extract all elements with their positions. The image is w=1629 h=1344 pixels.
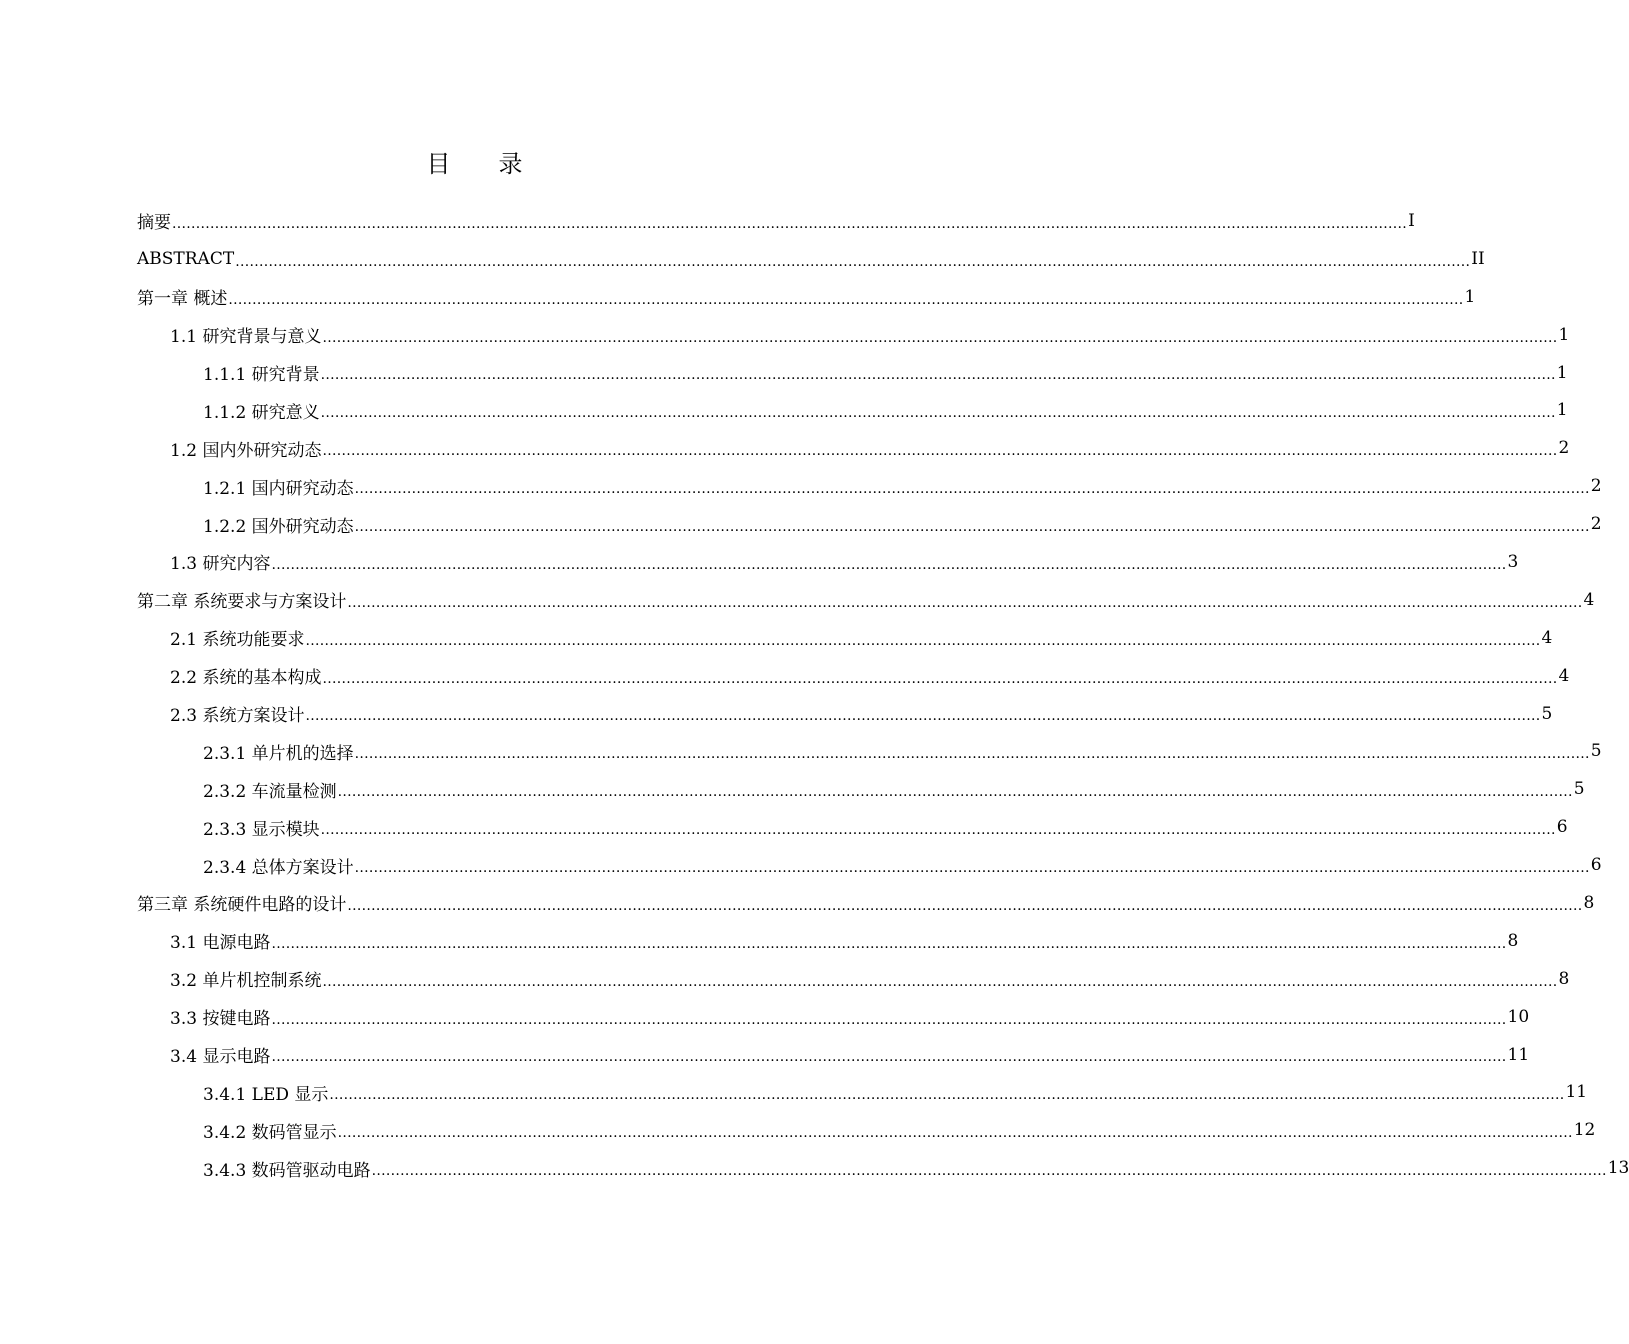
toc-entry-page: 11 (1507, 1044, 1530, 1065)
toc-entry[interactable] (137, 657, 1570, 695)
toc-entry[interactable] (137, 884, 1595, 922)
toc-entry-page: 12 (1573, 1120, 1596, 1141)
dot-leader: .................................................................................................................................................................................................................................................................... (320, 822, 1556, 839)
toc-entry-page: 6 (1556, 817, 1568, 838)
toc-entry-label: 1.2 国内外研究动态 (170, 440, 322, 461)
toc-entry[interactable] (137, 960, 1570, 998)
dot-leader: .................................................................................................................................................................................................................................................................... (347, 897, 1583, 914)
toc-entry[interactable] (137, 1149, 1629, 1187)
dot-leader: .................................................................................................................................................................................................................................................................... (271, 1049, 1507, 1066)
toc-entry-label: 1.1 研究背景与意义 (170, 327, 322, 348)
dot-leader: .................................................................................................................................................................................................................................................................... (228, 291, 1464, 308)
dot-leader: .................................................................................................................................................................................................................................................................... (235, 253, 1471, 270)
dot-leader: .................................................................................................................................................................................................................................................................... (371, 1163, 1607, 1180)
dot-leader: .................................................................................................................................................................................................................................................................... (322, 670, 1558, 687)
toc-entry-page: 2 (1590, 476, 1602, 497)
toc-entry[interactable] (137, 998, 1530, 1036)
toc-entry-page: I (1408, 210, 1415, 231)
toc-entry[interactable] (137, 846, 1602, 884)
toc-entry[interactable] (137, 619, 1553, 657)
toc-entry-label: 1.2.2 国外研究动态 (203, 516, 354, 537)
dot-leader: .................................................................................................................................................................................................................................................................... (354, 481, 1590, 498)
table-of-contents (137, 202, 1629, 1187)
toc-entry-page: 1 (1558, 324, 1570, 345)
toc-entry-label: 1.1.2 研究意义 (203, 402, 320, 423)
toc-entry[interactable] (137, 202, 1415, 240)
dot-leader: .................................................................................................................................................................................................................................................................... (320, 405, 1556, 422)
toc-entry[interactable] (137, 695, 1553, 733)
toc-entry[interactable] (137, 1111, 1596, 1149)
toc-entry-label: 2.1 系统功能要求 (170, 630, 305, 651)
page-title: 目录 (426, 150, 571, 178)
toc-entry-page: 4 (1541, 627, 1553, 648)
toc-entry-label: 2.3.3 显示模块 (203, 819, 320, 840)
dot-leader: .................................................................................................................................................................................................................................................................... (337, 1125, 1573, 1142)
toc-entry-page: 10 (1507, 1006, 1530, 1027)
toc-entry[interactable] (137, 922, 1519, 960)
dot-leader: .................................................................................................................................................................................................................................................................... (320, 367, 1556, 384)
toc-entry-page: 8 (1558, 968, 1570, 989)
toc-entry[interactable] (137, 467, 1602, 505)
toc-entry[interactable] (137, 354, 1568, 392)
toc-entry-page: 1 (1556, 400, 1568, 421)
dot-leader: .................................................................................................................................................................................................................................................................... (354, 860, 1590, 877)
toc-entry[interactable] (137, 1036, 1530, 1074)
toc-entry-label: 3.3 按键电路 (170, 1009, 271, 1030)
toc-entry[interactable] (137, 808, 1568, 846)
toc-entry-page: 13 (1607, 1158, 1629, 1179)
dot-leader: .................................................................................................................................................................................................................................................................... (305, 708, 1541, 725)
toc-entry[interactable] (137, 316, 1570, 354)
toc-entry-page: 5 (1541, 703, 1553, 724)
toc-entry[interactable] (137, 278, 1476, 316)
dot-leader: .................................................................................................................................................................................................................................................................... (271, 1011, 1507, 1028)
toc-entry-page: 1 (1556, 362, 1568, 383)
dot-leader: .................................................................................................................................................................................................................................................................... (271, 556, 1507, 573)
dot-leader: .................................................................................................................................................................................................................................................................... (172, 215, 1408, 232)
toc-entry-page: II (1471, 248, 1485, 269)
dot-leader: .................................................................................................................................................................................................................................................................... (322, 329, 1558, 346)
dot-leader: .................................................................................................................................................................................................................................................................... (305, 632, 1541, 649)
toc-entry-page: 8 (1583, 892, 1595, 913)
toc-entry-page: 11 (1565, 1082, 1588, 1103)
toc-entry-label: 3.4.1 LED 显示 (203, 1084, 329, 1105)
toc-entry-label: 2.3.4 总体方案设计 (203, 857, 354, 878)
toc-entry-label: 第三章 系统硬件电路的设计 (137, 895, 347, 916)
toc-entry-page: 1 (1464, 286, 1476, 307)
toc-entry[interactable] (137, 1073, 1588, 1111)
toc-entry-page: 4 (1558, 665, 1570, 686)
toc-entry-label: 1.1.1 研究背景 (203, 365, 320, 385)
toc-entry[interactable] (137, 505, 1602, 543)
toc-entry-page: 6 (1590, 855, 1602, 876)
dot-leader: .................................................................................................................................................................................................................................................................... (322, 973, 1558, 990)
toc-entry-page: 5 (1573, 779, 1585, 800)
toc-entry-label: 2.2 系统的基本构成 (170, 668, 322, 689)
toc-entry-label: 3.4 显示电路 (170, 1047, 271, 1068)
toc-entry-label: 3.1 电源电路 (170, 933, 271, 954)
toc-entry-page: 3 (1507, 551, 1519, 572)
toc-entry-label: 1.2.1 国内研究动态 (203, 478, 354, 499)
toc-entry[interactable] (137, 543, 1519, 581)
toc-entry[interactable] (137, 732, 1602, 770)
toc-entry-label: 3.2 单片机控制系统 (170, 971, 322, 992)
toc-entry-label: 3.4.3 数码管驱动电路 (203, 1160, 371, 1181)
toc-entry[interactable] (137, 770, 1585, 808)
dot-leader: .................................................................................................................................................................................................................................................................... (354, 746, 1590, 763)
toc-entry[interactable] (137, 429, 1570, 467)
toc-entry[interactable] (137, 240, 1485, 278)
toc-entry-page: 2 (1558, 438, 1570, 459)
toc-entry-page: 5 (1590, 741, 1602, 762)
toc-entry-label: ABSTRACT (137, 248, 235, 269)
toc-entry-label: 3.4.2 数码管显示 (203, 1122, 337, 1143)
toc-entry-label: 摘要 (137, 213, 171, 234)
dot-leader: .................................................................................................................................................................................................................................................................... (322, 443, 1558, 460)
toc-entry-label: 第一章 概述 (137, 289, 228, 310)
dot-leader: .................................................................................................................................................................................................................................................................... (329, 1087, 1565, 1104)
toc-entry-label: 2.3 系统方案设计 (170, 706, 305, 727)
dot-leader: .................................................................................................................................................................................................................................................................... (337, 784, 1573, 801)
dot-leader: .................................................................................................................................................................................................................................................................... (354, 519, 1590, 536)
dot-leader: .................................................................................................................................................................................................................................................................... (347, 594, 1583, 611)
toc-entry[interactable] (137, 581, 1595, 619)
toc-entry-label: 第二章 系统要求与方案设计 (137, 592, 347, 613)
toc-entry-label: 2.3.1 单片机的选择 (203, 743, 354, 764)
toc-entry-label: 1.3 研究内容 (170, 554, 271, 575)
toc-entry-page: 4 (1583, 589, 1595, 610)
toc-entry-label: 2.3.2 车流量检测 (203, 781, 337, 802)
dot-leader: .................................................................................................................................................................................................................................................................... (271, 935, 1507, 952)
toc-entry-page: 2 (1590, 514, 1602, 535)
toc-entry-page: 8 (1507, 930, 1519, 951)
toc-entry[interactable] (137, 391, 1568, 429)
